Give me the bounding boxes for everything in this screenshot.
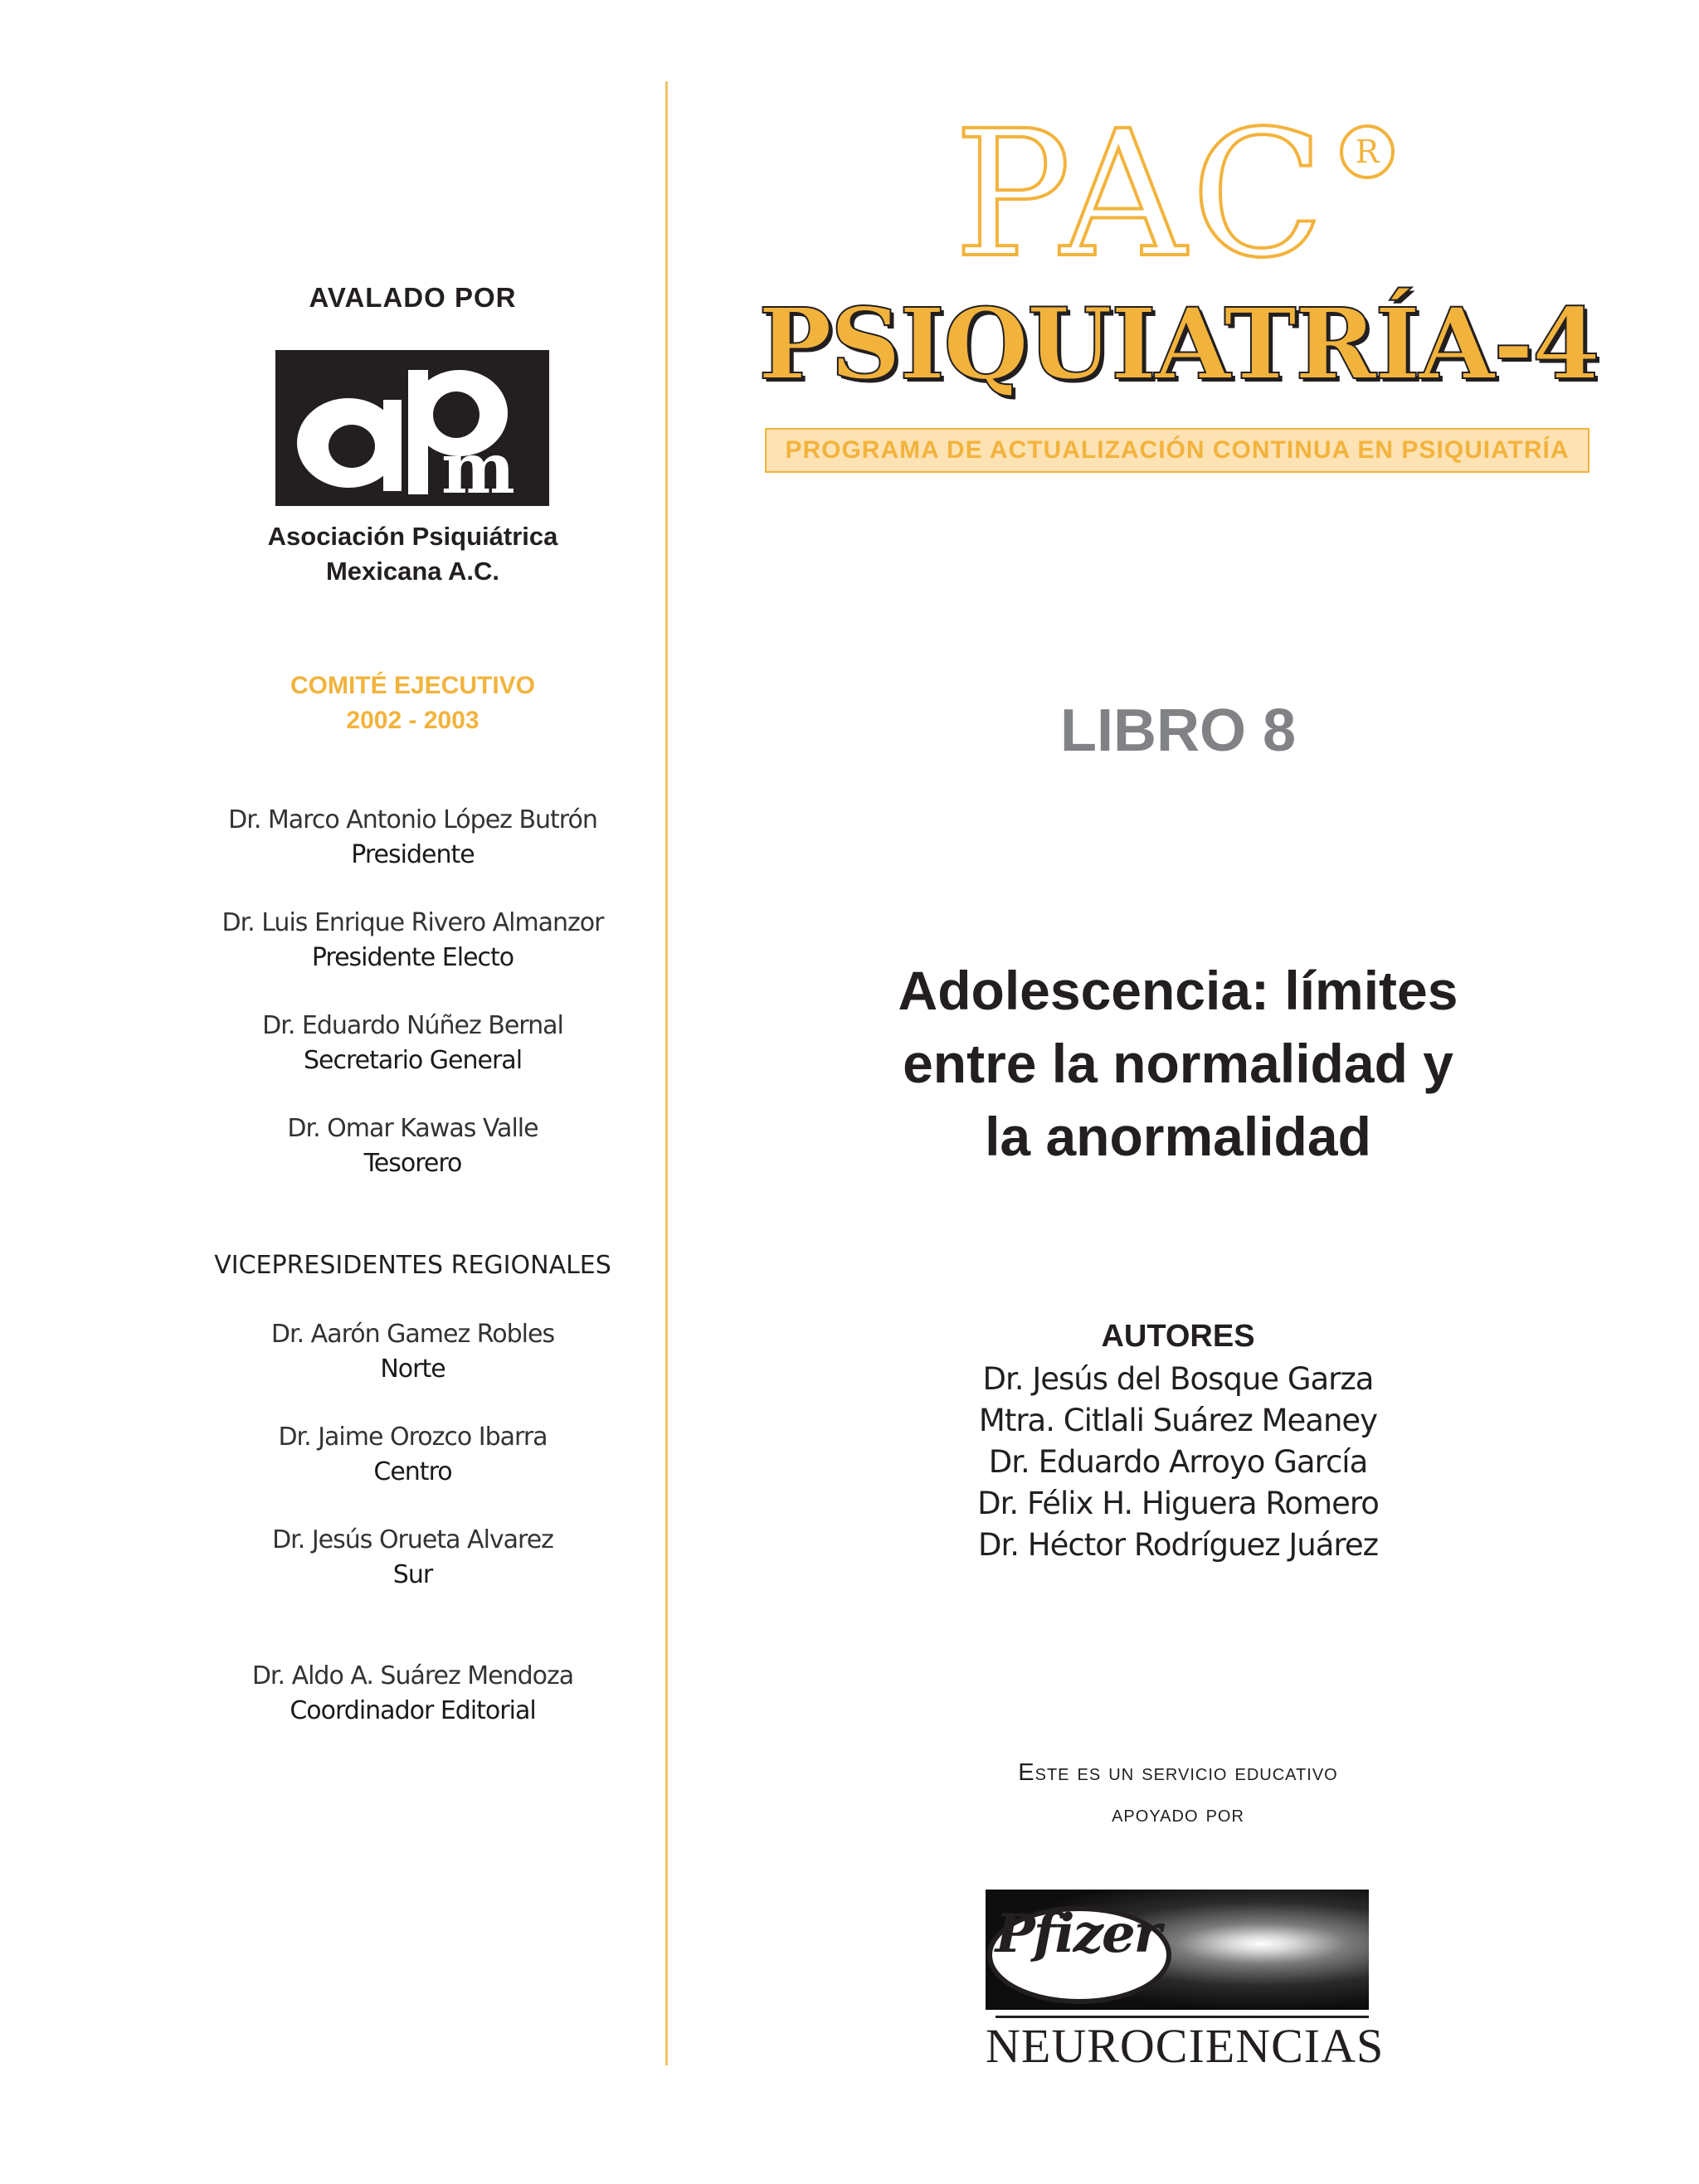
- author-name: Dr. Jesús del Bosque Garza: [982, 1361, 1374, 1397]
- regional-member: [191, 1420, 635, 1490]
- author-name: Dr. Félix H. Higuera Romero: [977, 1486, 1379, 1521]
- committee-member: [191, 803, 635, 873]
- member-role: Coordinador Editorial: [290, 1696, 536, 1725]
- committee-member: [191, 1111, 635, 1181]
- column-divider: [665, 81, 668, 2065]
- author-name: Dr. Eduardo Arroyo García: [988, 1444, 1368, 1480]
- apm-logo: [275, 350, 549, 506]
- member-role: Presidente: [351, 840, 475, 869]
- member-role: Sur: [392, 1560, 433, 1589]
- member-name: Dr. Aldo A. Suárez Mendoza: [251, 1661, 574, 1690]
- pac-wordmark: PAC: [954, 93, 1330, 296]
- member-name: Dr. Omar Kawas Valle: [287, 1114, 538, 1143]
- svg-text:m: m: [441, 427, 515, 506]
- committee-member: [191, 906, 635, 975]
- program-banner-text: PROGRAMA DE ACTUALIZACIÓN CONTINUA EN PSIQUIATRÍA: [785, 436, 1570, 464]
- program-banner: [765, 428, 1589, 473]
- committee-member: [191, 1009, 635, 1078]
- pfizer-division: NEUROCIENCIAS: [986, 2019, 1385, 2073]
- member-name: Dr. Eduardo Núñez Bernal: [262, 1011, 563, 1040]
- committee-title: COMITÉ EJECUTIVO: [290, 672, 536, 699]
- authors-heading: AUTORES: [1101, 1319, 1255, 1354]
- apm-logo-mark: [275, 350, 549, 506]
- author-name: Mtra. Citlali Suárez Meaney: [978, 1403, 1378, 1438]
- book-title: [846, 954, 1510, 1173]
- title-line: entre la normalidad y: [903, 1033, 1453, 1094]
- member-name: Dr. Marco Antonio López Butrón: [228, 805, 597, 834]
- regional-member: [191, 1317, 635, 1387]
- sponsor-note-line: apoyado por: [1112, 1801, 1244, 1827]
- committee-years: 2002 - 2003: [346, 707, 480, 734]
- pfizer-neurociencias-logo: [986, 1890, 1385, 2074]
- member-role: Secretario General: [303, 1046, 523, 1075]
- member-role: Presidente Electo: [311, 943, 514, 972]
- member-name: Dr. Jesús Orueta Alvarez: [272, 1525, 553, 1554]
- editorial-coordinator: [191, 1659, 635, 1729]
- member-role: Norte: [380, 1355, 445, 1384]
- title-line: Adolescencia: límites: [898, 960, 1458, 1021]
- title-line: la anormalidad: [985, 1106, 1371, 1167]
- committee-heading: [191, 669, 635, 738]
- author-name: Dr. Héctor Rodríguez Juárez: [977, 1527, 1379, 1563]
- pfizer-wordmark: Pfizer: [995, 1903, 1161, 1965]
- pac-logo: [954, 93, 1380, 296]
- member-name: Dr. Aarón Gamez Robles: [270, 1320, 555, 1349]
- sponsor-note-line: Este es un servicio educativo: [1018, 1759, 1338, 1786]
- sponsor-note: [913, 1752, 1443, 1835]
- endorsed-by-label: AVALADO POR: [309, 282, 517, 313]
- member-name: Dr. Jaime Orozco Ibarra: [278, 1423, 548, 1452]
- book-number: LIBRO 8: [1059, 698, 1297, 764]
- series-title: PSIQUIATRÍA-4: [758, 286, 1599, 401]
- member-role: Centro: [373, 1457, 452, 1486]
- member-role: Tesorero: [363, 1149, 462, 1178]
- member-name: Dr. Luis Enrique Rivero Almanzor: [222, 908, 604, 937]
- association-name: [191, 519, 635, 589]
- association-line-1: Asociación Psiquiátrica: [267, 522, 558, 551]
- association-line-2: Mexicana A.C.: [325, 557, 500, 586]
- regional-vicepresidents-heading: VICEPRESIDENTES REGIONALES: [214, 1251, 611, 1280]
- regional-member: [191, 1523, 635, 1593]
- registered-mark: R: [1340, 124, 1395, 179]
